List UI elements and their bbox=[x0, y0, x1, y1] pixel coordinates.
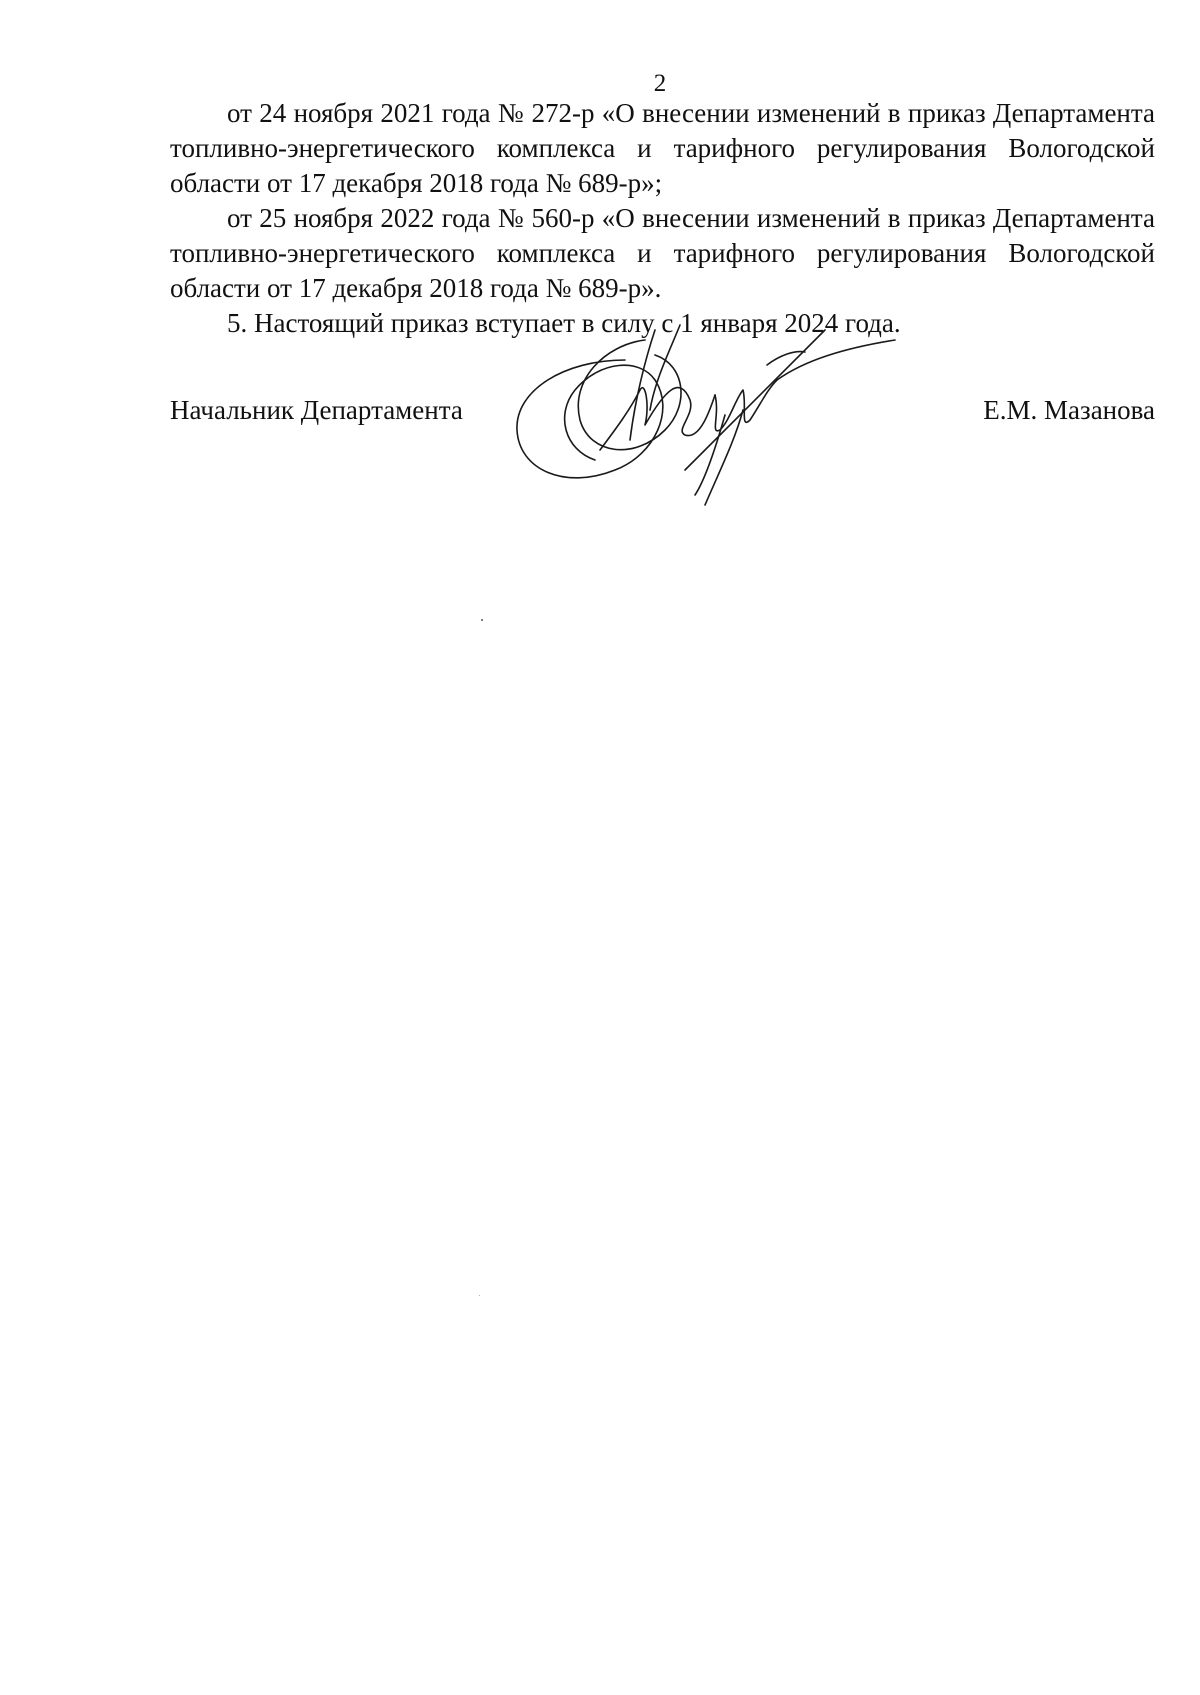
signatory-name: Е.М. Мазанова bbox=[983, 395, 1155, 425]
scan-speck bbox=[481, 619, 483, 621]
document-body bbox=[170, 96, 1155, 341]
paragraph-amendment-2021: от 24 ноября 2021 года № 272-р «О внесении изменений в приказ Департамента топливно-энергетического комплекса и тарифного регулирования Вологодской области от 17 декабря 2018 года № 689-р»; bbox=[170, 98, 1155, 198]
paragraph-amendment-2022: от 25 ноября 2022 года № 560-р «О внесении изменений в приказ Департамента топливно-энергетического комплекса и тарифного регулирования Вологодской области от 17 декабря 2018 года № 689-р». bbox=[170, 203, 1155, 303]
scan-speck bbox=[479, 1295, 480, 1296]
signatory-position: Начальник Департамента bbox=[170, 395, 463, 425]
paragraph-effective-date: 5. Настоящий приказ вступает в силу с 1 января 2024 года. bbox=[227, 308, 901, 338]
handwritten-signature bbox=[505, 320, 905, 520]
page-number: 2 bbox=[653, 70, 667, 97]
